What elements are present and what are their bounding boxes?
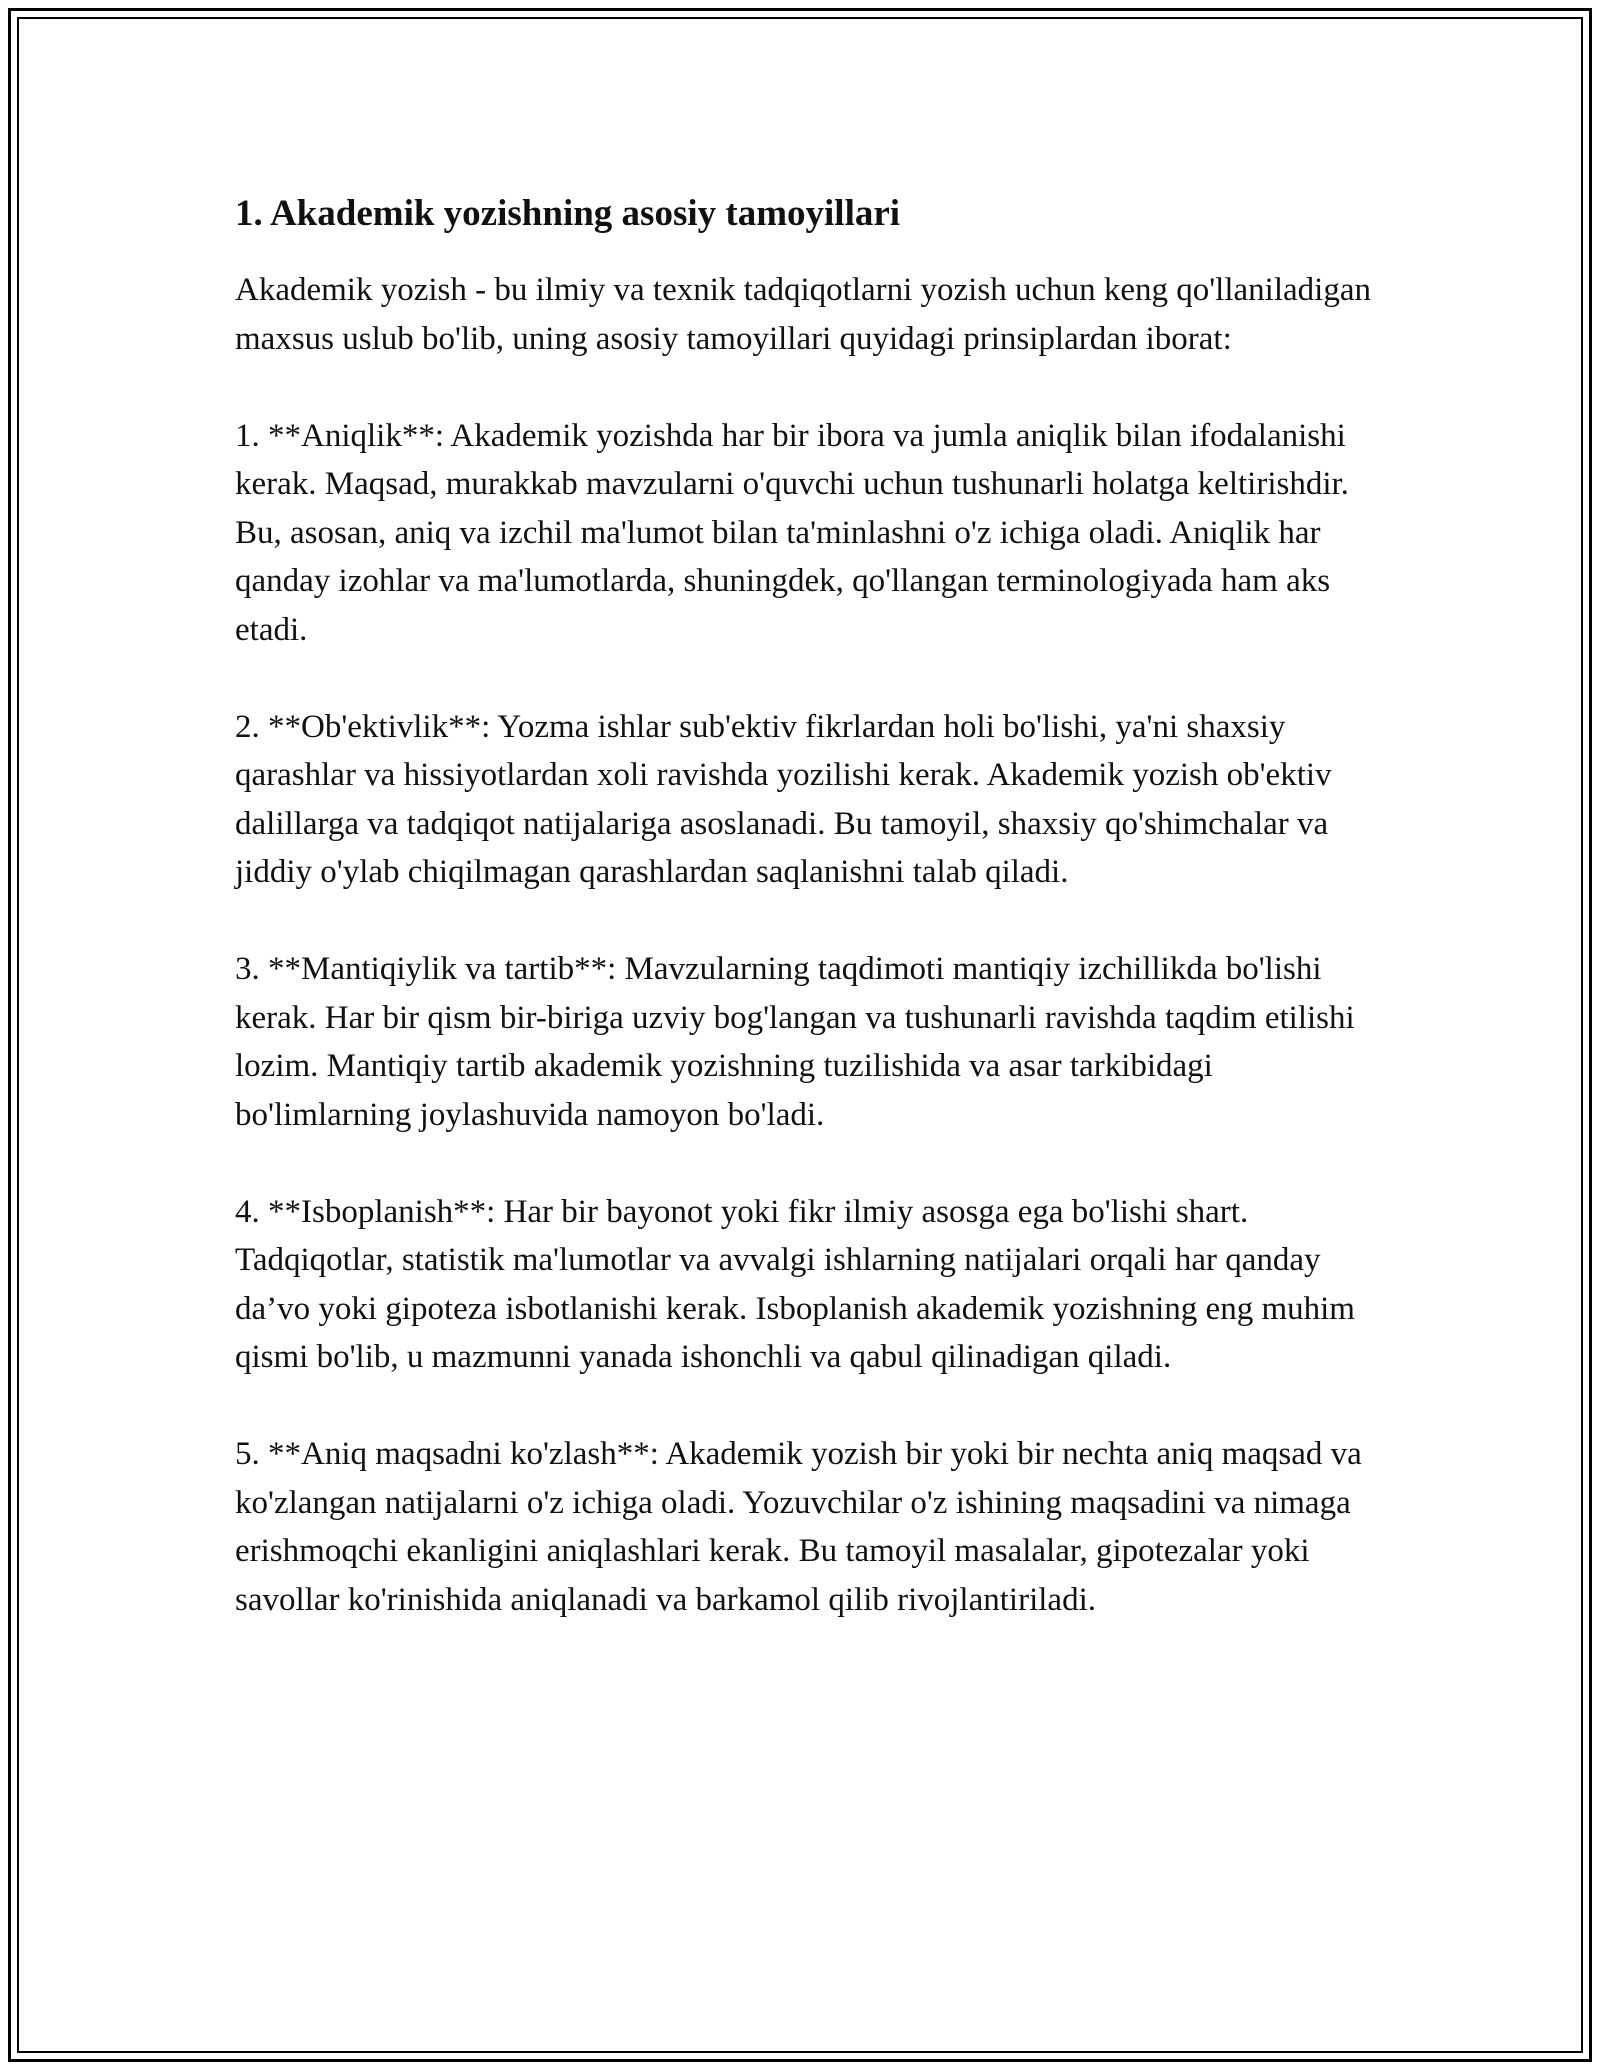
page-title: 1. Akademik yozishning asosiy tamoyillari	[235, 193, 901, 234]
principle-paragraph-1: 1. **Aniqlik**: Akademik yozishda har bir ibora va jumla aniqlik bilan ifodalanishi kerak. Maqsad, murakkab mavzularni o'quvchi uchun tushunarli holatga keltirishdir. Bu, asosan, aniq va izchil ma'lumot bilan ta'minlashni o'z ichiga oladi. Aniqlik har qanday izohlar va ma'lumotlarda, shuningdek, qo'llangan terminologiyada ham aks etadi.	[235, 417, 1349, 648]
principle-paragraph-2: 2. **Ob'ektivlik**: Yozma ishlar sub'ektiv fikrlardan holi bo'lishi, ya'ni shaxsiy qarashlar va hissiyotlardan xoli ravishda yozilishi kerak. Akademik yozish ob'ektiv dalillarga va tadqiqot natijalariga asoslanadi. Bu tamoyil, shaxsiy qo'shimchalar va jiddiy o'ylab chiqilmagan qarashlardan saqlanishni talab qiladi.	[235, 708, 1332, 890]
document-body	[235, 188, 1375, 1624]
principle-paragraph-3: 3. **Mantiqiylik va tartib**: Mavzularning taqdimoti mantiqiy izchillikda bo'lishi kerak. Har bir qism bir-biriga uzviy bog'langan va tushunarli ravishda taqdim etilishi lozim. Mantiqiy tartib akademik yozishning tuzilishida va asar tarkibidagi bo'limlarning joylashuvida namoyon bo'ladi.	[235, 951, 1355, 1133]
intro-paragraph: Akademik yozish - bu ilmiy va texnik tadqiqotlarni yozish uchun keng qo'llaniladigan maxsus uslub bo'lib, uning asosiy tamoyillari quyidagi prinsiplardan iborat:	[235, 272, 1371, 357]
principle-paragraph-5: 5. **Aniq maqsadni ko'zlash**: Akademik yozish bir yoki bir nechta aniq maqsad va ko'zlangan natijalarni o'z ichiga oladi. Yozuvchilar o'z ishining maqsadini va nimaga erishmoqchi ekanligini aniqlashlari kerak. Bu tamoyil masalalar, gipotezalar yoki savollar ko'rinishida aniqlanadi va barkamol qilib rivojlantiriladi.	[235, 1436, 1362, 1618]
principle-paragraph-4: 4. **Isboplanish**: Har bir bayonot yoki fikr ilmiy asosga ega bo'lishi shart. Tadqiqotlar, statistik ma'lumotlar va avvalgi ishlarning natijalari orqali har qanday da’vo yoki gipoteza isbotlanishi kerak. Isboplanish akademik yozishning eng muhim qismi bo'lib, u mazmunni yanada ishonchli va qabul qilinadigan qiladi.	[235, 1193, 1355, 1375]
